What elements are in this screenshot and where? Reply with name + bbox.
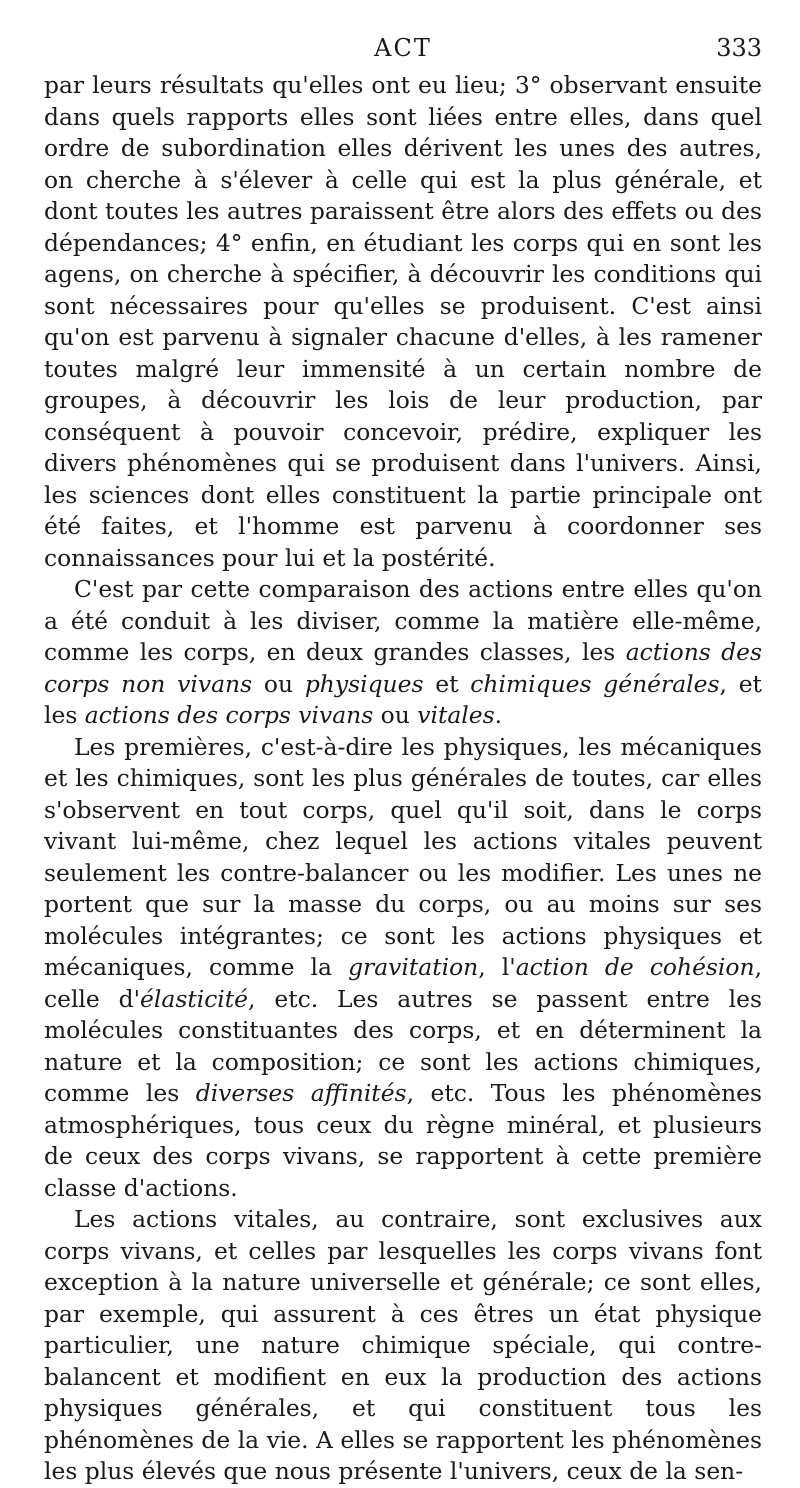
text-segment: par leurs résultats qu'elles ont eu lieu; 3° observant ensuite dans quels rapports elles sont liées entre elles, dans quel ordre de subordination elles dérivent les unes des autres, on cherche à s'élever à celle qui est la plus générale, et dont toutes les autres paraissent être alors des effets ou des dépendances; 4° enfin, en étudiant les corps qui en sont les agens, on cherche à spécifier, à découvrir les conditions qui sont nécessaires pour qu'elles se produisent. C'est ainsi qu'on est parvenu à signaler chacune d'elles, à les ramener toutes malgré leur immensité à un certain nombre de groupes, à découvrir les lois de leur production, par conséquent à pouvoir concevoir, prédire, expliquer les divers phénomènes qui se produisent dans l'univers. Ainsi, les sciences dont elles constituent la partie principale ont été faites, et l'homme est parvenu à coordonner ses connaissances pour lui et la postérité. xyxy=(44,71,762,572)
text-segment: Les premières, c'est-à-dire les physiques, les mécaniques et les chimiques, sont les plus générales de toutes, car elles s'observent en tout corps, quel qu'il soit, dans le corps vivant lui-même, chez lequel les actions vitales peuvent seulement les contre-balancer ou les modifier. Les unes ne portent que sur la masse du corps, ou au moins sur ses molécules intégrantes; ce sont les actions physiques et mécaniques, comme la xyxy=(44,732,762,981)
text-segment: ou xyxy=(373,701,418,729)
italic-term: vitales xyxy=(417,701,495,729)
italic-term: action de cohésion xyxy=(515,953,755,981)
italic-term: diverses affinités xyxy=(195,1079,407,1107)
italic-term: chimiques générales xyxy=(470,669,720,698)
text-segment: . xyxy=(494,701,503,729)
text-segment: , et les xyxy=(44,669,762,729)
text-segment: ou xyxy=(252,669,305,698)
italic-term: gravitation xyxy=(348,953,479,981)
italic-term: physiques xyxy=(304,669,424,698)
text-segment: C'est par cette comparaison des actions entre elles qu'on a été conduit à les diviser, comme la matière elle-même, comme les corps, en deux grandes classes, les xyxy=(44,575,762,666)
italic-term: élasticité xyxy=(140,984,249,1013)
paragraph-2 xyxy=(44,574,762,732)
text-segment: , etc. Tous les phénomènes atmosphériques, tous ceux du règne minéral, et plusieurs de ceux des corps vivans, se rapportent à cette première classe d'actions. xyxy=(44,1079,762,1202)
paragraph-4 xyxy=(44,1204,762,1488)
page-number: 333 xyxy=(716,34,762,62)
text-segment: , etc. Les autres se passent entre les molécules constituantes des corps, et en déterminent la nature et la composition; ce sont les actions chimiques, comme les xyxy=(44,984,763,1107)
paragraph-1 xyxy=(44,70,762,574)
running-title: ACT xyxy=(374,34,432,62)
page-body xyxy=(44,70,762,1488)
italic-term: actions des corps vivans xyxy=(84,701,374,729)
italic-term: actions des corps non vivans xyxy=(44,638,762,698)
text-segment: , celle d' xyxy=(44,953,762,1013)
text-segment: et xyxy=(423,669,471,698)
text-segment: , l' xyxy=(478,953,516,981)
page-header xyxy=(44,30,762,66)
text-segment: Les actions vitales, au contraire, sont exclusives aux corps vivans, et celles par lesquelles les corps vivans font exception à la nature universelle et générale; ce sont elles, par exemple, qui assurent à ces êtres un état physique particulier, une nature chimique spéciale, qui contre-balancent et modifient en eux la production des actions physiques générales, et qui constituent tous les phénomènes de la vie. A elles se rapportent les phénomènes les plus élevés que nous présente l'univers, ceux de la sen- xyxy=(44,1205,762,1485)
paragraph-3 xyxy=(44,732,762,1205)
